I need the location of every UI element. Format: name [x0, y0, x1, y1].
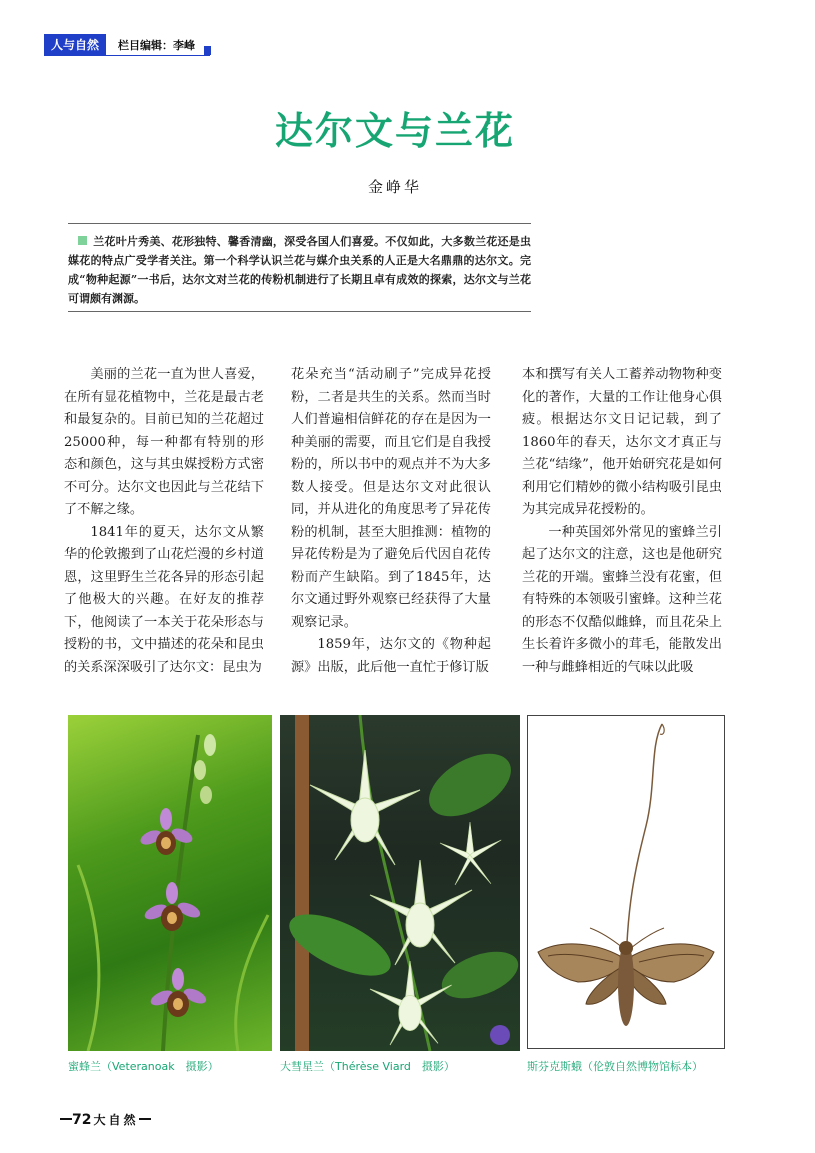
abstract-text: 兰花叶片秀美、花形独特、馨香清幽，深受各国人们喜爱。不仅如此，大多数兰花还是虫媒花的特点广受学者关注。第一个科学认识兰花与媒介虫关系的人正是大名鼎鼎的达尔文。完成“物种起源”一书后，达尔文对兰花的传粉机制进行了长期且卓有成效的探索，达尔文与兰花可谓颇有渊源。 — [68, 235, 531, 305]
footer-dash — [139, 1118, 151, 1120]
abstract-square-icon — [78, 236, 87, 245]
abstract-top-rule — [68, 223, 531, 224]
article-title: 达尔文与兰花 — [274, 109, 515, 153]
column-editor: 栏目编辑：李峰 — [118, 39, 195, 52]
abstract — [68, 232, 531, 308]
article-author: 金峥华 — [367, 178, 422, 196]
figure-caption: 斯芬克斯蛾（伦敦自然博物馆标本） — [527, 1060, 703, 1073]
body-column-1 — [64, 364, 264, 679]
paragraph: 1859年，达尔文的《物种起源》出版，此后他一直忙于修订版 — [291, 637, 491, 675]
paragraph: 一种英国郊外常见的蜜蜂兰引起了达尔文的注意，这也是他研究兰花的开端。蜜蜂兰没有花蜜，但有特殊的本领吸引蜜蜂。这种兰花的形态不仅酷似雌蜂，而且花朵上生长着许多微小的茸毛，能散发出一种与雌蜂相近的气味以此吸 — [522, 524, 722, 675]
sphinx-moth-photo — [527, 715, 725, 1049]
paragraph: 美丽的兰花一直为世人喜爱，在所有显花植物中，兰花是最古老和最复杂的。目前已知的兰花超过25000种，每一种都有特别的形态和颜色，这与其虫媒授粉方式密不可分。达尔文也因此与兰花结下了不解之缘。 — [64, 367, 264, 517]
magazine-name: 大自然 — [93, 1113, 139, 1127]
figure-caption: 大彗星兰（Thérèse Viard 摄影） — [280, 1060, 455, 1073]
figure-caption: 蜜蜂兰（Veteranoak 摄影） — [68, 1060, 219, 1073]
page-number: 72 — [72, 1112, 92, 1128]
page-footer — [60, 1111, 151, 1128]
paragraph: 本和撰写有关人工蓄养动物物种变化的著作，大量的工作让他身心俱疲。根据达尔文日记记载，到了1860年的春天，达尔文才真正与兰花“结缘”，他开始研究花是如何利用它们精妙的微小结构吸引昆虫为其完成异花授粉的。 — [522, 367, 722, 517]
abstract-bottom-rule — [68, 311, 531, 312]
bee-orchid-photo — [68, 715, 272, 1051]
body-column-2 — [291, 364, 491, 679]
footer-dash — [60, 1118, 72, 1120]
comet-orchid-photo — [280, 715, 520, 1051]
header-square-icon — [204, 46, 211, 55]
section-tag: 人与自然 — [44, 34, 106, 56]
paragraph: 1841年的夏天，达尔文从繁华的伦敦搬到了山花烂漫的乡村道恩，这里野生兰花各异的形态引起了他极大的兴趣。在好友的推荐下，他阅读了一本关于花朵形态与授粉的书，文中描述的花朵和昆虫的关系深深吸引了达尔文：昆虫为 — [64, 524, 264, 675]
body-column-3 — [522, 364, 722, 679]
paragraph: 花朵充当“活动刷子”完成异花授粉，二者是共生的关系。然而当时人们普遍相信鲜花的存在是因为一种美丽的需要，而且它们是自我授粉的，所以书中的观点并不为大多数人接受。但是达尔文对此很认同，并从进化的角度思考了异花传粉的机制，甚至大胆推测：植物的异花传粉是为了避免后代因自花传粉而产生缺陷。到了1845年，达尔文通过野外观察已经获得了大量观察记录。 — [291, 367, 491, 630]
header-rule — [106, 55, 210, 56]
